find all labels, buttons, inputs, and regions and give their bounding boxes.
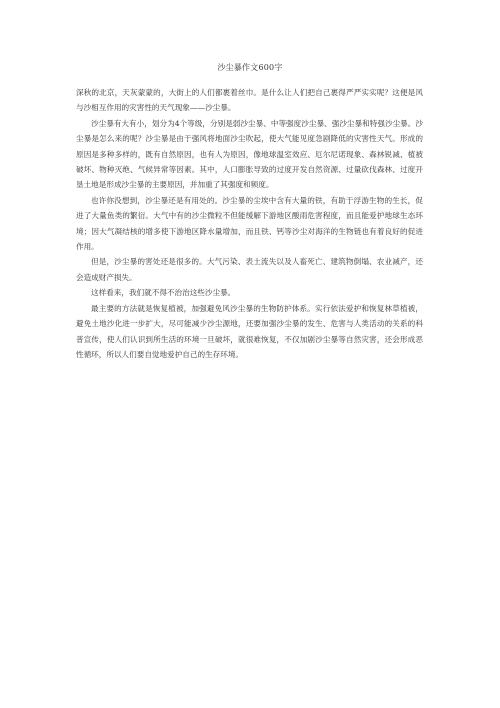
document-body (76, 85, 423, 362)
document-title: 沙尘暴作文600字 (217, 63, 283, 72)
paragraph-benefits: 也许你没想到，沙尘暴还是有用处的。沙尘暴的尘埃中含有大量的铁，有助于浮游生物的生长，促进了大量鱼类的繁衍。大气中有的沙尘微粒不但能缓解下游地区酸雨危害程度，而且能爱护地球生态环境；因大气凝结核的增多使下游地区降水量增加，而且铁、钙等沙尘对海洋的生物链也有着良好的促进作用。 (76, 195, 423, 252)
paragraph-solutions: 最主要的方法就是恢复植被，加强避免风沙尘暴的生物防护体系。实行依法爱护和恢复林草植被，避免土地沙化进一步扩大，尽可能减少沙尘源地，还要加强沙尘暴的发生、危害与人类活动的关系的科普宣传，使人们认识到所生活的环境一旦破坏，就很难恢复，不仅加剧沙尘暴等自然灾害，还会形成恶性循环，所以人们要自觉地爱护自己的生存环境。 (76, 303, 423, 359)
paragraph-transition: 这样看来，我们就不得不治治这些沙尘暴。 (91, 288, 236, 298)
paragraph-harms: 但是，沙尘暴的害处还是很多的。大气污染、表土流失以及人畜死亡、建筑物倒塌、农业减产，还会造成财产损失。 (76, 257, 423, 282)
paragraph-causes: 沙尘暴有大有小，划分为4个等级，分别是弱沙尘暴、中等强度沙尘暴、强沙尘暴和特强沙尘暴。沙尘暴是怎么来的呢？沙尘暴是由于强风将地面沙尘吹起，使大气能见度急剧降低的灾害性天气。形成的原因是多种多样的，既有自然原因，也有人为原因，像地球温室效应、厄尔尼诺现象、森林锐减、植被破坏、物种灭绝、气候异常等因素。其中，人口膨胀导致的过度开发自然资源、过量砍伐森林、过度开垦土地是形成沙尘暴的主要原因，并加重了其强度和频度。 (76, 118, 423, 190)
paragraph-intro: 深秋的北京，天灰蒙蒙的，大街上的人们都裹着丝巾。是什么让人们把自己裹得严严实实呢？这便是风与沙相互作用的灾害性的天气现象——沙尘暴。 (76, 88, 423, 113)
